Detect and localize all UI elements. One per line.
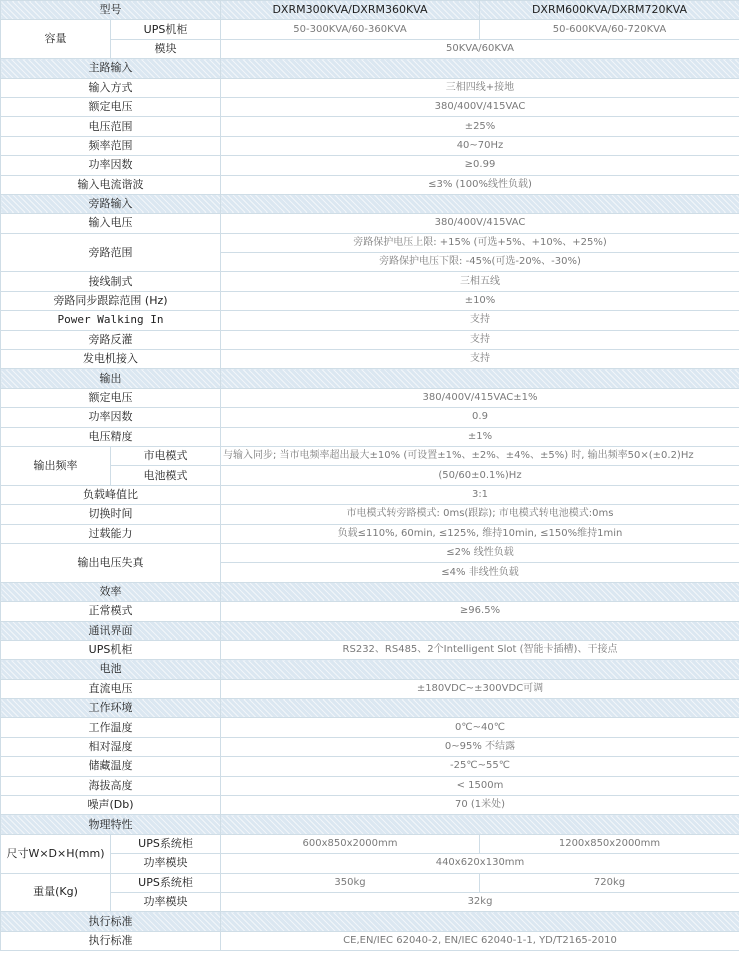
row-value: 32kg xyxy=(221,892,739,911)
row-key: 切换时间 xyxy=(1,505,221,524)
table-row xyxy=(1,543,739,562)
table-row xyxy=(1,834,739,853)
row-subkey: 市电模式 xyxy=(111,446,221,465)
section-title: 输出 xyxy=(1,369,221,388)
section-efficiency xyxy=(1,582,739,601)
table-row xyxy=(1,466,739,485)
table-row xyxy=(1,233,739,252)
row-key: 负载峰值比 xyxy=(1,485,221,504)
row-value: 350kg xyxy=(221,873,480,892)
row-key: 工作温度 xyxy=(1,718,221,737)
table-row xyxy=(1,272,739,291)
section-title: 旁路输入 xyxy=(1,194,221,213)
table-row xyxy=(1,78,739,97)
row-key: 额定电压 xyxy=(1,97,221,116)
row-value: 380/400V/415VAC xyxy=(221,214,739,233)
table-row xyxy=(1,427,739,446)
row-value: ±180VDC~±300VDC可调 xyxy=(221,679,739,698)
row-subkey: UPS系统柜 xyxy=(111,834,221,853)
row-value: 三相四线+接地 xyxy=(221,78,739,97)
table-row xyxy=(1,602,739,621)
row-key: 海拔高度 xyxy=(1,776,221,795)
row-value: ±25% xyxy=(221,117,739,136)
row-key: 正常模式 xyxy=(1,602,221,621)
table-row xyxy=(1,931,739,950)
row-key: 频率范围 xyxy=(1,136,221,155)
row-value: ≥96.5% xyxy=(221,602,739,621)
row-value: 380/400V/415VAC xyxy=(221,97,739,116)
row-value: ≤4% 非线性负载 xyxy=(221,563,739,582)
section-title: 通讯界面 xyxy=(1,621,221,640)
row-key: 执行标准 xyxy=(1,931,221,950)
row-key: 电压精度 xyxy=(1,427,221,446)
row-value: 三相五线 xyxy=(221,272,739,291)
row-value: RS232、RS485、2个Intelligent Slot (智能卡插槽)、干接点 xyxy=(221,640,739,659)
row-subkey: 功率模块 xyxy=(111,892,221,911)
row-key: 旁路反灌 xyxy=(1,330,221,349)
table-row xyxy=(1,350,739,369)
row-value: 支持 xyxy=(221,350,739,369)
row-value: 与输入同步; 当市电频率超出最大±10% (可设置±1%、±2%、±4%、±5%) 时, 输出频率50×(±0.2)Hz xyxy=(221,446,739,465)
section-bypass xyxy=(1,194,739,213)
row-value: 0.9 xyxy=(221,408,739,427)
capacity-label: 容量 xyxy=(1,20,111,59)
row-key: 输出电压失真 xyxy=(1,543,221,582)
table-row xyxy=(1,156,739,175)
row-key: 相对湿度 xyxy=(1,737,221,756)
section-title: 效率 xyxy=(1,582,221,601)
model-a: DXRM300KVA/DXRM360KVA xyxy=(221,1,480,20)
row-key: 噪声(Db) xyxy=(1,796,221,815)
row-value: 3:1 xyxy=(221,485,739,504)
row-key: 过载能力 xyxy=(1,524,221,543)
table-row xyxy=(1,796,739,815)
row-value: ≥0.99 xyxy=(221,156,739,175)
table-row xyxy=(1,679,739,698)
table-row xyxy=(1,175,739,194)
row-value: 600x850x2000mm xyxy=(221,834,480,853)
section-standard xyxy=(1,912,739,931)
table-row xyxy=(1,524,739,543)
table-row xyxy=(1,776,739,795)
table-row xyxy=(1,136,739,155)
table-row xyxy=(1,873,739,892)
row-key: 输出频率 xyxy=(1,446,111,485)
row-key: 电压范围 xyxy=(1,117,221,136)
section-battery xyxy=(1,660,739,679)
table-row xyxy=(1,485,739,504)
section-env xyxy=(1,699,739,718)
table-row xyxy=(1,388,739,407)
row-value: 440x620x130mm xyxy=(221,854,739,873)
row-value: 负载≤110%, 60min, ≤125%, 维持10min, ≤150%维持1min xyxy=(221,524,739,543)
row-value: 0~95% 不结露 xyxy=(221,737,739,756)
row-value: 720kg xyxy=(480,873,739,892)
table-row xyxy=(1,330,739,349)
row-key: 输入电压 xyxy=(1,214,221,233)
table-row xyxy=(1,408,739,427)
row-key: 输入方式 xyxy=(1,78,221,97)
row-value: 70 (1米处) xyxy=(221,796,739,815)
row-value: (50/60±0.1%)Hz xyxy=(221,466,739,485)
row-subkey: 电池模式 xyxy=(111,466,221,485)
section-comm xyxy=(1,621,739,640)
section-output xyxy=(1,369,739,388)
section-title: 工作环境 xyxy=(1,699,221,718)
row-value: 市电模式转旁路模式: 0ms(跟踪); 市电模式转电池模式:0ms xyxy=(221,505,739,524)
row-key: 发电机接入 xyxy=(1,350,221,369)
model-label: 型号 xyxy=(1,1,221,20)
row-key: 旁路同步跟踪范围 (Hz) xyxy=(1,291,221,310)
row-key: 尺寸W×D×H(mm) xyxy=(1,834,111,873)
model-b: DXRM600KVA/DXRM720KVA xyxy=(480,1,739,20)
row-value: CE,EN/IEC 62040-2, EN/IEC 62040-1-1, YD/T2165-2010 xyxy=(221,931,739,950)
table-row xyxy=(1,505,739,524)
row-value: 旁路保护电压下限: -45%(可选-20%、-30%) xyxy=(221,253,739,272)
row-value: 旁路保护电压上限: +15% (可选+5%、+10%、+25%) xyxy=(221,233,739,252)
section-title: 物理特性 xyxy=(1,815,221,834)
row-key: 额定电压 xyxy=(1,388,221,407)
table-row xyxy=(1,718,739,737)
row-key: 直流电压 xyxy=(1,679,221,698)
row-key: 储藏温度 xyxy=(1,757,221,776)
row-key: 接线制式 xyxy=(1,272,221,291)
row-value: 1200x850x2000mm xyxy=(480,834,739,853)
row-key: 功率因数 xyxy=(1,156,221,175)
table-row xyxy=(1,117,739,136)
row-value: 380/400V/415VAC±1% xyxy=(221,388,739,407)
table-row xyxy=(1,97,739,116)
capacity-cabinet-a: 50-300KVA/60-360KVA xyxy=(221,20,480,39)
section-main-input xyxy=(1,59,739,78)
row-key: UPS机柜 xyxy=(1,640,221,659)
table-row xyxy=(1,640,739,659)
row-value: < 1500m xyxy=(221,776,739,795)
row-value: 40~70Hz xyxy=(221,136,739,155)
table-row xyxy=(1,291,739,310)
row-key: 功率因数 xyxy=(1,408,221,427)
table-row xyxy=(1,214,739,233)
row-key: 旁路范围 xyxy=(1,233,221,272)
row-value: 支持 xyxy=(221,330,739,349)
row-key: 重量(Kg) xyxy=(1,873,111,912)
capacity-module-value: 50KVA/60KVA xyxy=(221,39,739,58)
row-value: ±10% xyxy=(221,291,739,310)
section-title: 执行标准 xyxy=(1,912,221,931)
table-row xyxy=(1,311,739,330)
header-row xyxy=(1,1,739,20)
row-value: 支持 xyxy=(221,311,739,330)
row-key: 输入电流谐波 xyxy=(1,175,221,194)
capacity-module-label: 模块 xyxy=(111,39,221,58)
capacity-cabinet-b: 50-600KVA/60-720KVA xyxy=(480,20,739,39)
table-row xyxy=(1,892,739,911)
table-row xyxy=(1,757,739,776)
row-subkey: UPS系统柜 xyxy=(111,873,221,892)
table-row xyxy=(1,737,739,756)
row-subkey: 功率模块 xyxy=(111,854,221,873)
table-row xyxy=(1,20,739,39)
table-row xyxy=(1,446,739,465)
row-value: ±1% xyxy=(221,427,739,446)
row-value: ≤3% (100%线性负载) xyxy=(221,175,739,194)
section-title: 主路输入 xyxy=(1,59,221,78)
row-key: Power Walking In xyxy=(1,311,221,330)
table-row xyxy=(1,39,739,58)
row-value: ≤2% 线性负载 xyxy=(221,543,739,562)
section-title: 电池 xyxy=(1,660,221,679)
row-value: -25℃~55℃ xyxy=(221,757,739,776)
table-row xyxy=(1,854,739,873)
section-physical xyxy=(1,815,739,834)
capacity-cabinet-label: UPS机柜 xyxy=(111,20,221,39)
row-value: 0℃~40℃ xyxy=(221,718,739,737)
